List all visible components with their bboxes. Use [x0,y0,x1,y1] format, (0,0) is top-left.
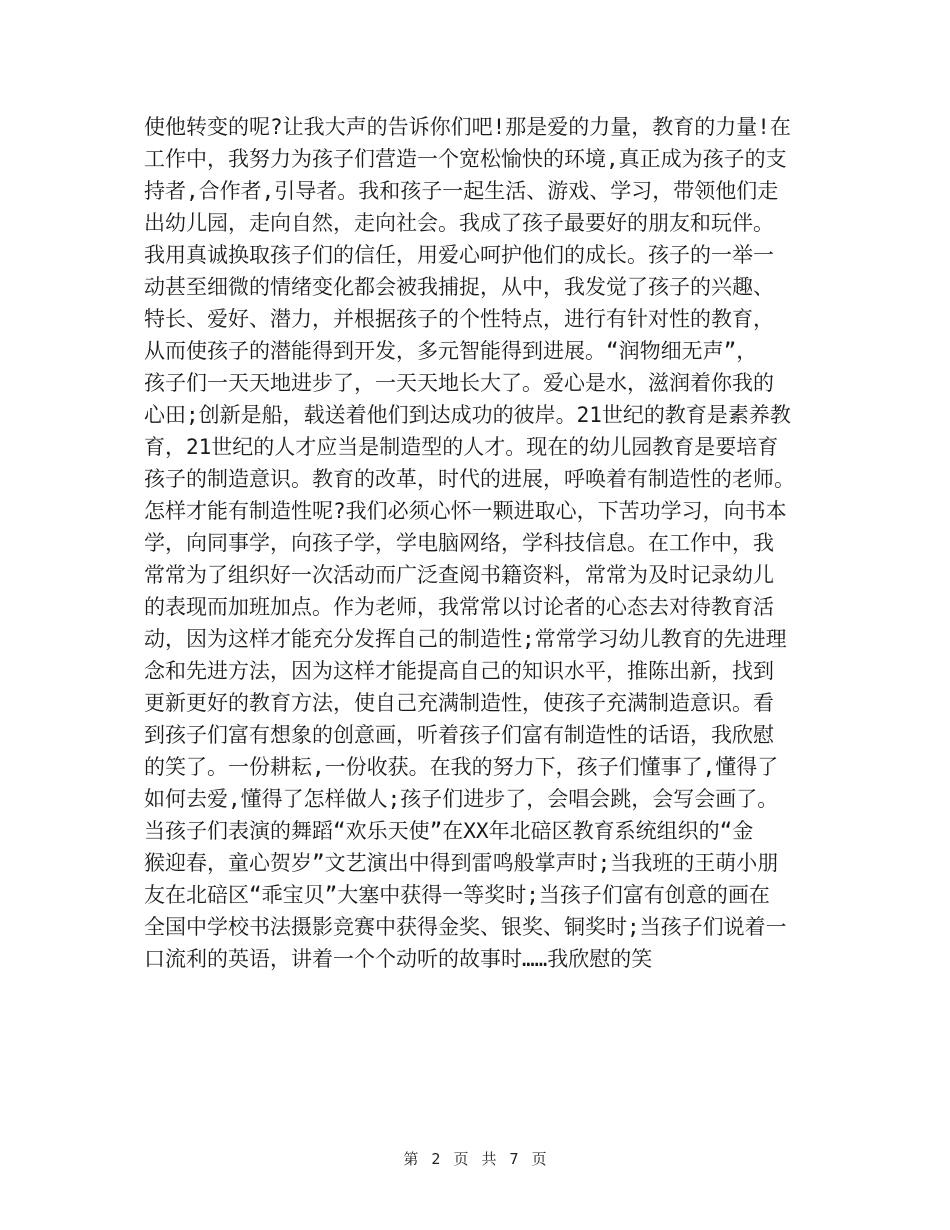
text-line: 特长、爱好、潜力，并根据孩子的个性特点，进行有针对性的教育， [144,307,774,331]
text-line: 出幼儿园，走向自然，走向社会。我成了孩子最要好的朋友和玩伴。 [144,211,774,235]
text-line: 使他转变的呢?让我大声的告诉你们吧!那是爱的力量，教育的力量!在 [144,115,791,139]
text-line: 心田;创新是船，载送着他们到达成功的彼岸。21世纪的教育是素养教 [144,403,791,427]
text-line: 全国中学校书法摄影竞赛中获得金奖、银奖、铜奖时;当孩子们说着一 [144,915,787,939]
text-line: 常常为了组织好一次活动而广泛查阅书籍资料，常常为及时记录幼儿 [144,563,774,587]
text-line: 育，21世纪的人才应当是制造型的人才。现在的幼儿园教育是要培育 [144,435,779,459]
text-line: 学，向同事学，向孩子学，学电脑网络，学科技信息。在工作中，我 [144,531,774,555]
text-line: 猴迎春，童心贺岁”文艺演出中得到雷鸣般掌声时;当我班的王萌小朋 [144,851,779,875]
text-line: 到孩子们富有想象的创意画，听着孩子们富有制造性的话语，我欣慰 [144,723,774,747]
text-line: 我用真诚换取孩子们的信任，用爱心呵护他们的成长。孩子的一举一 [144,243,774,267]
text-line: 怎样才能有制造性呢?我们必须心怀一颗进取心，下苦功学习，向书本 [144,499,787,523]
text-line: 口流利的英语，讲着一个个动听的故事时……我欣慰的笑 [144,947,653,971]
text-line: 念和先进方法，因为这样才能提高自己的知识水平，推陈出新，找到 [144,659,774,683]
text-line: 的笑了。一份耕耘,一份收获。在我的努力下，孩子们懂事了,懂得了 [144,755,779,779]
body-text [144,111,824,975]
text-line: 孩子的制造意识。教育的改革，时代的进展，呼唤着有制造性的老师。 [144,467,795,491]
text-line: 的表现而加班加点。作为老师，我常常以讨论者的心态去对待教育活 [144,595,774,619]
text-line: 当孩子们表演的舞蹈“欢乐天使”在XX年北碚区教育系统组织的“金 [144,819,754,843]
text-line: 动，因为这样才能充分发挥自己的制造性;常常学习幼儿教育的先进理 [144,627,787,651]
text-line: 更新更好的教育方法，使自己充满制造性，使孩子充满制造意识。看 [144,691,774,715]
text-line: 持者,合作者,引导者。我和孩子一起生活、游戏、学习，带领他们走 [144,179,779,203]
text-line: 友在北碚区“乖宝贝”大塞中获得一等奖时;当孩子们富有创意的画在 [144,883,770,907]
text-line: 动甚至细微的情绪变化都会被我捕捉，从中，我发觉了孩子的兴趣、 [144,275,774,299]
page-number-footer: 第 2 页 共 7 页 [403,1150,547,1168]
text-line: 工作中，我努力为孩子们营造一个宽松愉快的环境,真正成为孩子的支 [144,147,787,171]
text-line: 如何去爱,懂得了怎样做人;孩子们进步了，会唱会跳，会写会画了。 [144,787,779,811]
text-line: 从而使孩子的潜能得到开发，多元智能得到进展。“润物细无声”， [144,339,758,363]
text-line: 孩子们一天天地进步了，一天天地长大了。爱心是水，滋润着你我的 [144,371,774,395]
